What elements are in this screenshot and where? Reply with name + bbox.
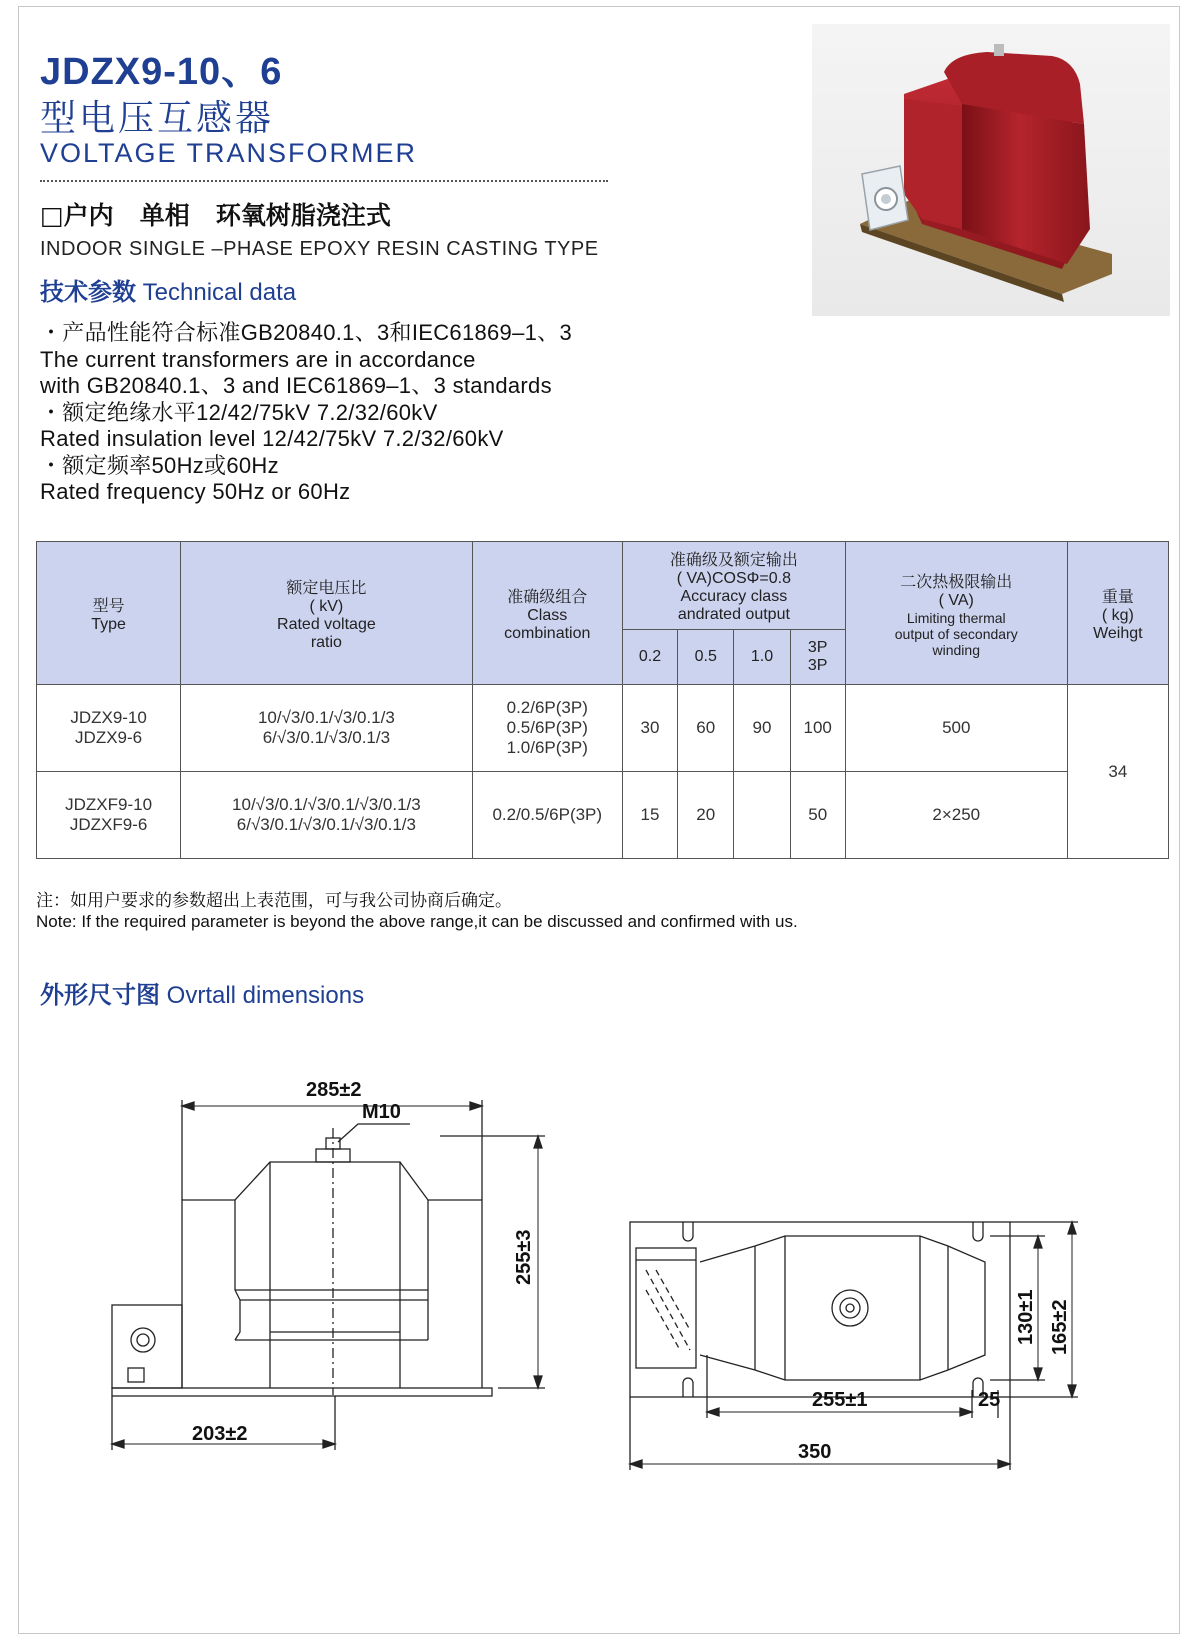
dimensions-heading-en: Ovrtall dimensions [166,982,365,1009]
cell-ratio: 10/√3/0.1/√3/0.1/√3/0.1/3 6/√3/0.1/√3/0.1/√3/0.1/3 [181,772,472,859]
header-thermal: 二次热极限输出 ( VA) Limiting thermal output of secondary winding [845,542,1067,685]
model-title: JDZX9-10、6 [40,51,283,93]
sub-header-0-2: 0.2 [622,630,677,685]
note-english: Note: If the required parameter is beyond the above range,it can be discussed and confirmed with us. [36,912,798,931]
tech-line: ・额定绝缘水平12/42/75kV 7.2/32/60kV [40,399,438,425]
top-body [700,1236,985,1380]
header-type: 型号 Type [37,542,181,685]
front-terminal-box [112,1305,182,1388]
header-class: 准确级组合 Class combination [472,542,622,685]
title-chinese: 型电压互感器 [40,98,275,139]
features-english: INDOOR SINGLE –PHASE EPOXY RESIN CASTING TYPE [40,238,599,260]
transformer-illustration [812,24,1170,316]
table-header-row [37,542,1169,630]
tech-line: with GB20840.1、3 and IEC61869–1、3 standards [40,373,552,398]
title-english: VOLTAGE TRANSFORMER [40,138,418,168]
dim-255-height: 255±3 [513,1229,535,1285]
tech-line: Rated insulation level 12/42/75kV 7.2/32/60kV [40,426,504,451]
cell-0-2: 15 [622,772,677,859]
cell-1-0: 90 [734,685,790,772]
cell-0-2: 30 [622,685,677,772]
header-ratio: 额定电压比 ( kV) Rated voltage ratio [181,542,472,685]
technical-heading-en: Technical data [142,279,297,306]
cell-class: 0.2/6P(3P) 0.5/6P(3P) 1.0/6P(3P) [472,685,622,772]
notes [36,890,798,932]
dim-255-width: 255±1 [812,1389,868,1411]
table-row [37,685,1169,772]
top-terminal-box [636,1248,696,1368]
technical-heading-cn: 技术参数 [40,278,136,306]
table-row [37,772,1169,859]
dimensions-heading-cn: 外形尺寸图 [40,981,160,1009]
front-body [182,1162,482,1388]
technical-heading [40,272,296,307]
front-base-plate [112,1388,492,1396]
dim-130: 130±1 [1015,1289,1037,1345]
tech-line: The current transformers are in accordance [40,346,476,372]
dim-m10: M10 [362,1101,401,1123]
cell-type: JDZXF9-10 JDZXF9-6 [37,772,181,859]
cell-weight: 34 [1067,685,1168,859]
tech-line: Rated frequency 50Hz or 60Hz [40,479,351,504]
dim-285: 285±2 [306,1079,362,1101]
cell-3p: 100 [790,685,845,772]
cell-1-0 [734,772,790,859]
dimensions-heading [40,975,364,1010]
header-weight: 重量 ( kg) Weihgt [1067,542,1168,685]
dim-25: 25 [978,1389,1001,1411]
sub-header-3p: 3P 3P [790,630,845,685]
cell-0-5: 20 [678,772,734,859]
tech-line: ・额定频率50Hz或60Hz [40,452,279,478]
technical-list [40,320,572,506]
note-chinese: 注：如用户要求的参数超出上表范围，可与我公司协商后确定。 [36,891,512,910]
dimension-drawing [0,1050,1200,1490]
cell-thermal: 500 [845,685,1067,772]
dotted-divider [40,180,608,182]
spec-table [36,541,1169,859]
header-accuracy: 准确级及额定输出 ( VA)COSΦ=0.8 Accuracy class andrated output [622,542,845,630]
sub-header-1-0: 1.0 [734,630,790,685]
cell-class: 0.2/0.5/6P(3P) [472,772,622,859]
dim-350: 350 [798,1441,832,1463]
cell-ratio: 10/√3/0.1/√3/0.1/3 6/√3/0.1/√3/0.1/3 [181,685,472,772]
dim-165: 165±2 [1049,1299,1071,1355]
tech-line: ・产品性能符合标准GB20840.1、3和IEC61869–1、3 [40,320,573,345]
features-chinese: □户内 单相 环氧树脂浇注式 [40,201,391,230]
dim-203: 203±2 [192,1423,248,1445]
cell-thermal: 2×250 [845,772,1067,859]
cell-0-5: 60 [678,685,734,772]
product-photo [812,24,1170,316]
cell-type: JDZX9-10 JDZX9-6 [37,685,181,772]
sub-header-0-5: 0.5 [678,630,734,685]
cell-3p: 50 [790,772,845,859]
